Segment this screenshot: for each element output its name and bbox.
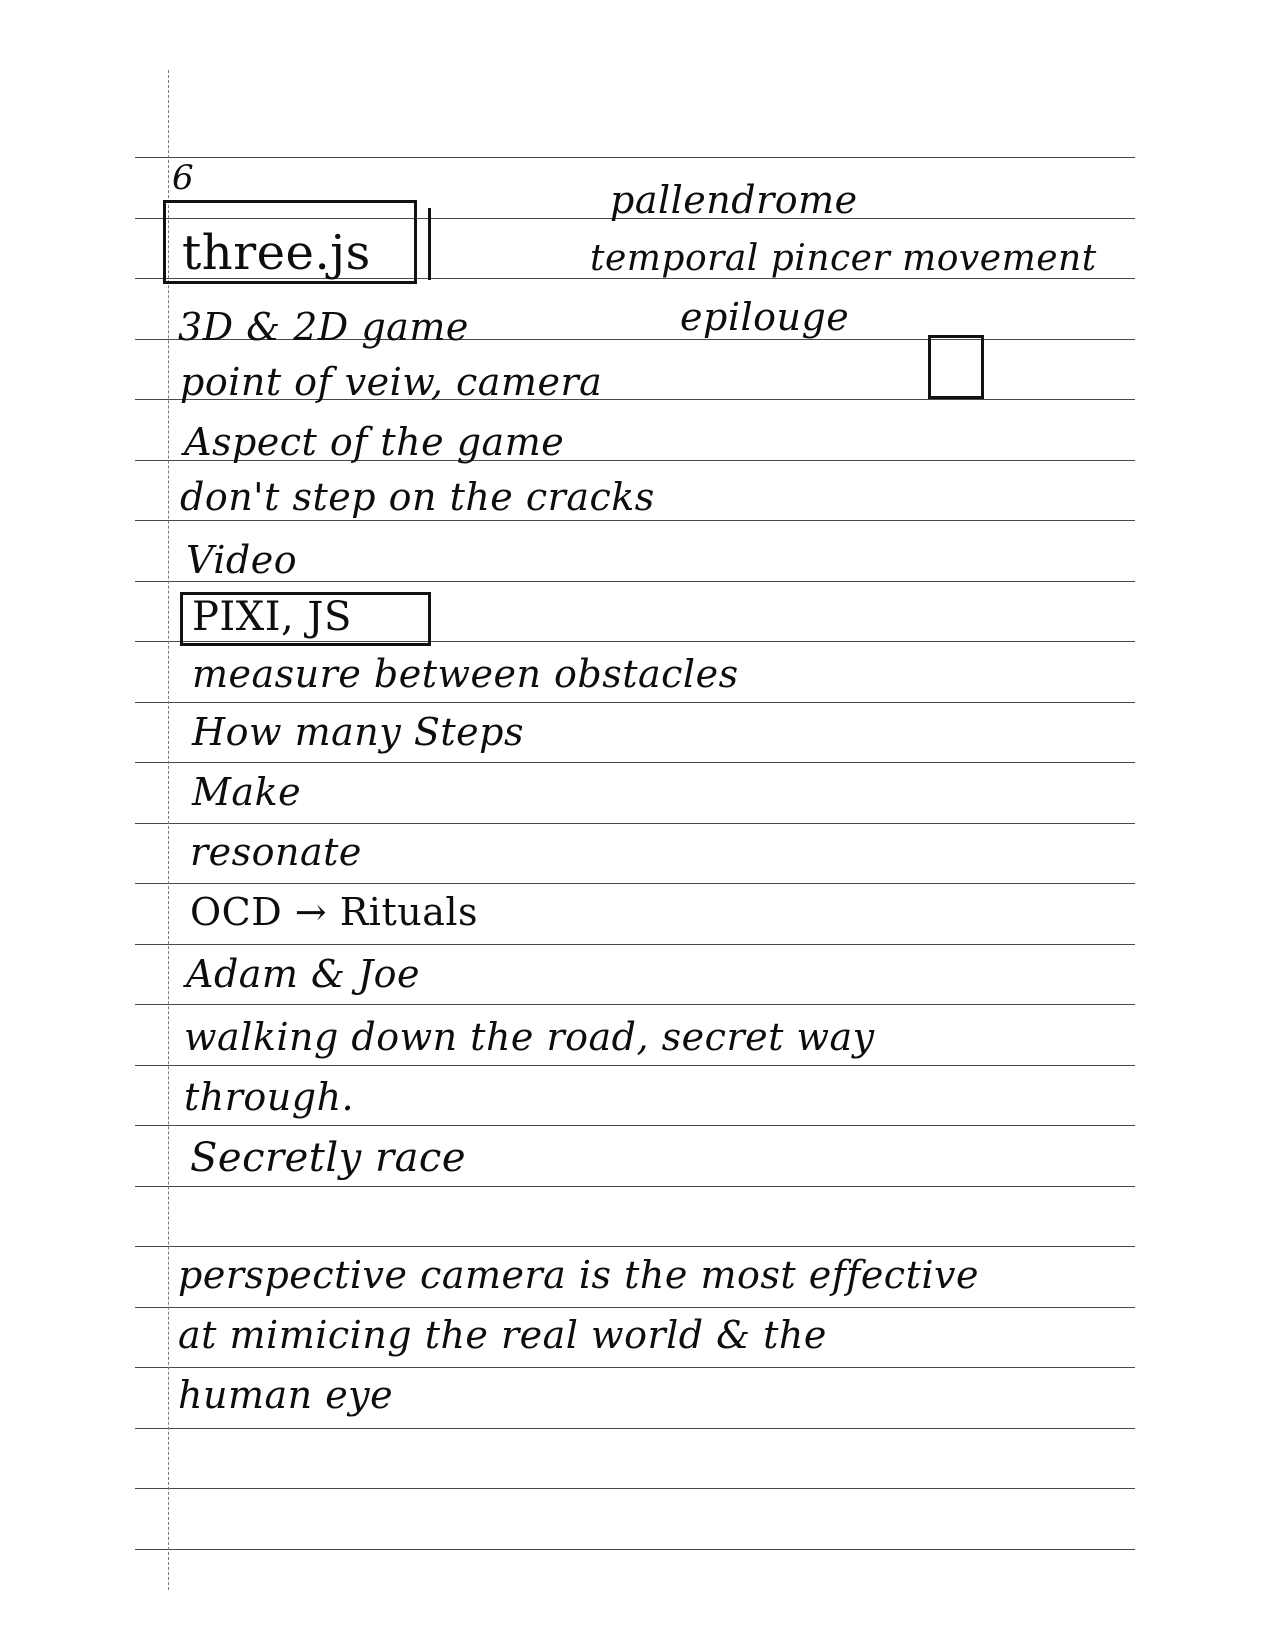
ruled-line [135,520,1135,521]
note-measure-obstacles: measure between obstacles [192,652,739,696]
ruled-line [135,1307,1135,1308]
note-through: through. [184,1075,355,1119]
ruled-line [135,1246,1135,1247]
note-pixi-js: PIXI, JS [192,594,352,640]
note-point-of-view: point of veiw, camera [180,360,603,404]
note-how-many-steps: How many Steps [192,710,524,754]
note-dont-step-cracks: don't step on the cracks [180,475,655,519]
ruled-line [135,1186,1135,1187]
page-number: 6 [172,158,195,198]
ruled-line [135,1065,1135,1066]
paragraph-line-2: at mimicing the real world & the [178,1313,827,1357]
ruled-line [135,1125,1135,1126]
note-3d-2d-game: 3D & 2D game [178,305,469,349]
three-js-box-side [428,208,435,280]
ruled-line [135,944,1135,945]
checkbox-square [928,335,984,399]
note-video: Video [186,538,298,582]
ruled-line [135,883,1135,884]
ruled-line [135,1549,1135,1550]
margin-line [168,70,169,1590]
note-resonate: resonate [190,830,362,874]
paragraph-line-3: human eye [178,1373,394,1417]
note-adam-joe: Adam & Joe [186,952,421,996]
note-walking-road: walking down the road, secret way [184,1015,875,1059]
note-ocd-rituals: OCD → Rituals [190,890,479,934]
note-aspect-of-game: Aspect of the game [184,420,565,464]
paragraph-line-1: perspective camera is the most effective [178,1253,979,1297]
ruled-line [135,762,1135,763]
ruled-line [135,1488,1135,1489]
note-make: Make [192,770,302,814]
ruled-line [135,823,1135,824]
ruled-line [135,1367,1135,1368]
ruled-line [135,702,1135,703]
note-pallendrome: pallendrome [610,178,858,222]
note-temporal-pincer: temporal pincer movement [590,238,1097,279]
ruled-line [135,1428,1135,1429]
note-epilouge: epilouge [680,295,850,339]
note-secretly-race: Secretly race [190,1135,466,1181]
ruled-line [135,157,1135,158]
ruled-line [135,1004,1135,1005]
note-three-js: three.js [182,225,371,281]
